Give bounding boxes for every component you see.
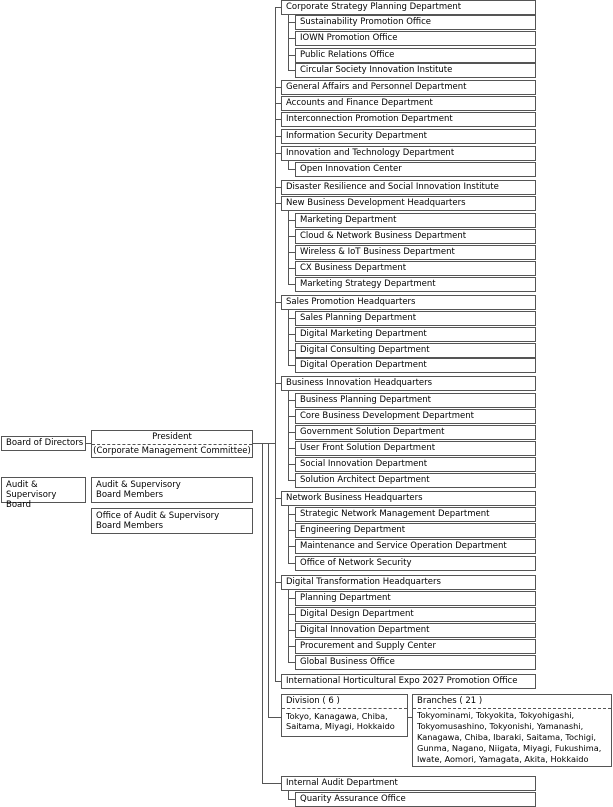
branches-title: Branches ( 21 ) xyxy=(417,696,483,706)
board-of-directors-box: Board of Directors xyxy=(1,436,86,451)
branches-line-5: Iwate, Aomori, Yamagata, Akita, Hokkaido xyxy=(417,754,589,764)
connector xyxy=(288,598,295,599)
connector xyxy=(288,15,289,71)
sub-department-box: Digital Design Department xyxy=(295,607,536,622)
connector xyxy=(288,400,295,401)
sub-department-box: IOWN Promotion Office xyxy=(295,31,536,46)
connector xyxy=(288,38,295,39)
connector xyxy=(288,630,295,631)
president-committee: (Corporate Management Committee) xyxy=(93,446,251,456)
connector xyxy=(288,646,295,647)
audit-board-members-2: Board Members xyxy=(96,490,164,500)
connector xyxy=(288,284,295,285)
sub-department-box: Engineering Department xyxy=(295,523,536,538)
sub-department-box: Circular Society Innovation Institute xyxy=(295,63,536,78)
connector xyxy=(288,70,295,71)
connector xyxy=(288,391,289,481)
department-box: Network Business Headquarters xyxy=(281,491,536,506)
connector xyxy=(288,480,295,481)
president-box xyxy=(91,430,253,458)
department-box: International Horticultural Expo 2027 Promotion Office xyxy=(281,674,536,689)
connector xyxy=(268,443,269,718)
connector xyxy=(288,350,295,351)
audit-board-members-box xyxy=(91,477,253,503)
division-title: Division ( 6 ) xyxy=(286,696,340,706)
connector xyxy=(288,799,295,800)
sub-department-box: Global Business Office xyxy=(295,655,536,670)
sub-department-box: Maintenance and Service Operation Department xyxy=(295,539,536,554)
department-box: Corporate Strategy Planning Department xyxy=(281,0,536,15)
sub-department-box: Government Solution Department xyxy=(295,425,536,440)
sub-department-box: Public Relations Office xyxy=(295,48,536,63)
department-box: Innovation and Technology Department xyxy=(281,146,536,161)
sub-department-box: Cloud & Network Business Department xyxy=(295,229,536,244)
audit-office-1: Office of Audit & Supervisory xyxy=(96,511,220,521)
connector xyxy=(268,717,281,718)
connector xyxy=(288,614,295,615)
audit-office-2: Board Members xyxy=(96,521,164,531)
branches-line-2: Tokyomusashino, Tokyonishi, Yamanashi, xyxy=(417,721,584,731)
department-box: New Business Development Headquarters xyxy=(281,196,536,211)
sub-department-box: User Front Solution Department xyxy=(295,441,536,456)
sub-department-box: Procurement and Supply Center xyxy=(295,639,536,654)
president-title: President xyxy=(152,432,192,442)
connector xyxy=(288,334,295,335)
internal-audit-box: Internal Audit Department xyxy=(281,776,536,791)
sub-department-box: CX Business Department xyxy=(295,261,536,276)
main-spine xyxy=(275,7,276,681)
connector xyxy=(288,55,295,56)
audit-board-box xyxy=(1,477,86,510)
division-box xyxy=(281,694,408,737)
connector xyxy=(288,514,295,515)
audit-board-label-1: Audit & Supervisory xyxy=(6,480,57,500)
department-box: General Affairs and Personnel Department xyxy=(281,80,536,95)
connector xyxy=(253,443,275,444)
sub-department-box: Planning Department xyxy=(295,591,536,606)
department-box: Sales Promotion Headquarters xyxy=(281,295,536,310)
connector xyxy=(288,448,295,449)
connector xyxy=(288,220,295,221)
connector xyxy=(288,546,295,547)
department-box: Interconnection Promotion Department xyxy=(281,112,536,127)
connector xyxy=(262,443,263,784)
branches-line-1: Tokyominami, Tokyokita, Tokyohigashi, xyxy=(417,710,575,720)
sub-department-box: Sustainability Promotion Office xyxy=(295,15,536,30)
sub-department-box: Marketing Strategy Department xyxy=(295,277,536,292)
connector xyxy=(288,268,295,269)
connector xyxy=(288,22,295,23)
branches-line-3: Kanagawa, Chiba, Ibaraki, Saitama, Tochigi, xyxy=(417,732,596,742)
connector xyxy=(288,563,295,564)
sub-department-box: Business Planning Department xyxy=(295,393,536,408)
audit-office-box xyxy=(91,508,253,534)
division-list xyxy=(282,708,407,731)
connector xyxy=(288,416,295,417)
quality-assurance-box: Quarity Assurance Office xyxy=(295,792,536,807)
connector xyxy=(288,590,289,663)
branches-list xyxy=(413,708,611,765)
sub-department-box: Digital Consulting Department xyxy=(295,343,536,358)
sub-department-box: Solution Architect Department xyxy=(295,473,536,488)
connector xyxy=(288,236,295,237)
connector xyxy=(288,252,295,253)
department-box: Disaster Resilience and Social Innovation Institute xyxy=(281,180,536,195)
department-box: Information Security Department xyxy=(281,129,536,144)
connector xyxy=(288,318,295,319)
sub-department-box: Digital Marketing Department xyxy=(295,327,536,342)
connector xyxy=(288,365,295,366)
connector xyxy=(288,169,295,170)
sub-department-box: Strategic Network Management Department xyxy=(295,507,536,522)
department-box: Business Innovation Headquarters xyxy=(281,376,536,391)
sub-department-box: Social Innovation Department xyxy=(295,457,536,472)
branches-box xyxy=(412,694,612,767)
sub-department-box: Wireless & IoT Business Department xyxy=(295,245,536,260)
department-box: Digital Transformation Headquarters xyxy=(281,575,536,590)
sub-department-box: Digital Innovation Department xyxy=(295,623,536,638)
sub-department-box: Core Business Development Department xyxy=(295,409,536,424)
sub-department-box: Office of Network Security xyxy=(295,556,536,571)
sub-department-box: Sales Planning Department xyxy=(295,311,536,326)
division-line-2: Saitama, Miyagi, Hokkaido xyxy=(286,721,395,731)
sub-department-box: Open Innovation Center xyxy=(295,162,536,177)
connector xyxy=(288,211,289,285)
audit-board-label-2: Board xyxy=(6,500,31,510)
division-line-1: Tokyo, Kanagawa, Chiba, xyxy=(286,711,388,721)
department-box: Accounts and Finance Department xyxy=(281,96,536,111)
sub-department-box: Digital Operation Department xyxy=(295,358,536,373)
connector xyxy=(288,464,295,465)
connector xyxy=(288,432,295,433)
audit-board-members-1: Audit & Supervisory xyxy=(96,480,181,490)
sub-department-box: Marketing Department xyxy=(295,213,536,228)
connector xyxy=(288,530,295,531)
branches-line-4: Gunma, Nagano, Niigata, Miyagi, Fukushima, xyxy=(417,743,602,753)
connector xyxy=(262,783,281,784)
connector xyxy=(288,662,295,663)
